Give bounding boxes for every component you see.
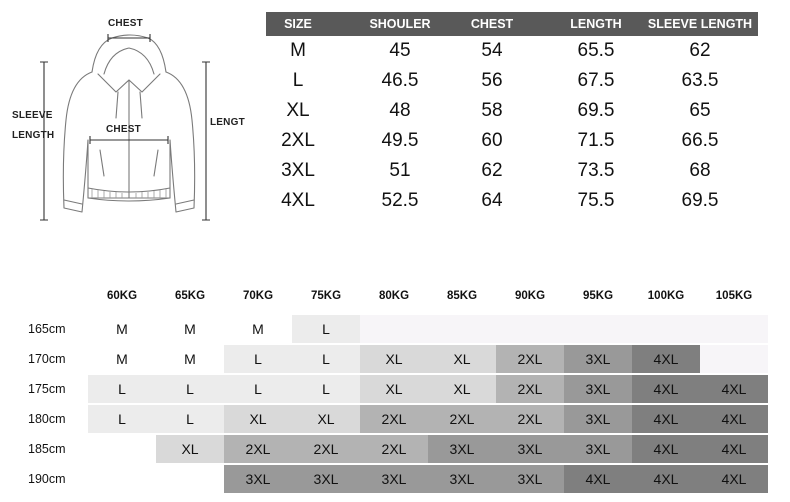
weight-header: 65KG bbox=[174, 290, 206, 302]
fit-cell: L bbox=[224, 345, 292, 373]
fit-cell: 3XL bbox=[224, 465, 292, 493]
size-cell-size: 4XL bbox=[281, 190, 315, 211]
fit-cell: 2XL bbox=[496, 405, 564, 433]
sleeve-label-line2: LENGTH bbox=[12, 130, 55, 141]
size-table-row bbox=[266, 96, 758, 126]
fit-cell: 4XL bbox=[632, 405, 700, 433]
fit-cell: 3XL bbox=[564, 345, 632, 373]
size-cell-chest: 58 bbox=[481, 100, 503, 121]
chest-label-top: CHEST bbox=[108, 18, 143, 29]
weight-header: 95KG bbox=[582, 290, 614, 302]
size-table-row bbox=[266, 66, 758, 96]
fit-cell: 3XL bbox=[564, 435, 632, 463]
fit-cell bbox=[632, 315, 700, 343]
fit-cell: M bbox=[224, 315, 292, 343]
fit-cell: 4XL bbox=[632, 435, 700, 463]
size-cell-length: 71.5 bbox=[577, 130, 615, 151]
fit-cell: 4XL bbox=[700, 465, 768, 493]
size-table-body bbox=[266, 36, 758, 216]
size-cell-sleeve-length: 65 bbox=[689, 100, 711, 121]
fit-cell: 2XL bbox=[428, 405, 496, 433]
weight-header: 75KG bbox=[310, 290, 342, 302]
fit-cell: L bbox=[292, 375, 360, 403]
fit-cell bbox=[88, 435, 156, 463]
size-cell-size: XL bbox=[286, 100, 310, 121]
fit-cell: XL bbox=[428, 345, 496, 373]
size-cell-chest: 56 bbox=[481, 70, 503, 91]
size-measurement-table bbox=[266, 12, 758, 216]
fit-cell: M bbox=[156, 315, 224, 343]
fit-cell: 3XL bbox=[360, 465, 428, 493]
height-header: 185cm bbox=[28, 442, 66, 456]
fit-cell: XL bbox=[224, 405, 292, 433]
fit-cell: L bbox=[292, 315, 360, 343]
size-table-row bbox=[266, 156, 758, 186]
fit-cell: 2XL bbox=[496, 375, 564, 403]
fit-cell: 3XL bbox=[496, 435, 564, 463]
fit-cell: M bbox=[156, 345, 224, 373]
size-cell-size: 2XL bbox=[281, 130, 315, 151]
fit-cell: L bbox=[156, 405, 224, 433]
fit-cell bbox=[700, 345, 768, 373]
fit-cell: M bbox=[88, 345, 156, 373]
header-sleeve-length: SLEEVE LENGTH bbox=[647, 17, 753, 31]
fit-cell bbox=[360, 315, 428, 343]
fit-cell: XL bbox=[428, 375, 496, 403]
height-header: 190cm bbox=[28, 472, 66, 486]
fit-cell: 2XL bbox=[224, 435, 292, 463]
fit-cell: 2XL bbox=[360, 435, 428, 463]
fit-cell: L bbox=[224, 375, 292, 403]
fit-cell bbox=[156, 465, 224, 493]
weight-header: 105KG bbox=[715, 290, 753, 302]
sleeve-label-line1: SLEEVE bbox=[12, 110, 53, 121]
fit-cell: 4XL bbox=[632, 465, 700, 493]
fit-cell bbox=[88, 465, 156, 493]
fit-cell: L bbox=[292, 345, 360, 373]
size-cell-length: 69.5 bbox=[577, 100, 615, 121]
fit-cell: XL bbox=[292, 405, 360, 433]
fit-cell: 4XL bbox=[700, 435, 768, 463]
header-chest: CHEST bbox=[470, 17, 514, 31]
height-header: 175cm bbox=[28, 382, 66, 396]
fit-cell: L bbox=[88, 405, 156, 433]
weight-header: 70KG bbox=[242, 290, 274, 302]
fit-cell: 2XL bbox=[292, 435, 360, 463]
size-cell-sleeve-length: 68 bbox=[689, 160, 711, 181]
size-cell-chest: 64 bbox=[481, 190, 503, 211]
fit-cell: 2XL bbox=[496, 345, 564, 373]
size-cell-shoulder: 52.5 bbox=[381, 190, 419, 211]
fit-cell: XL bbox=[156, 435, 224, 463]
size-table-row bbox=[266, 126, 758, 156]
height-header: 180cm bbox=[28, 412, 66, 426]
fit-cell: 3XL bbox=[564, 405, 632, 433]
fit-cell: 3XL bbox=[292, 465, 360, 493]
height-header: 165cm bbox=[28, 322, 66, 336]
fit-cell: 2XL bbox=[360, 405, 428, 433]
fit-cell: 3XL bbox=[564, 375, 632, 403]
fit-cell bbox=[564, 315, 632, 343]
fit-cell bbox=[496, 315, 564, 343]
fit-cell: 4XL bbox=[632, 375, 700, 403]
fit-cell bbox=[428, 315, 496, 343]
size-table-row bbox=[266, 186, 758, 216]
fit-cell: XL bbox=[360, 345, 428, 373]
size-cell-length: 73.5 bbox=[577, 160, 615, 181]
fit-cell: L bbox=[88, 375, 156, 403]
fit-cell: 3XL bbox=[428, 435, 496, 463]
size-cell-chest: 60 bbox=[481, 130, 503, 151]
size-cell-size: L bbox=[292, 70, 304, 91]
header-size: SIZE bbox=[284, 17, 312, 31]
size-cell-length: 75.5 bbox=[577, 190, 615, 211]
weight-header: 85KG bbox=[446, 290, 478, 302]
weight-header: 100KG bbox=[647, 290, 685, 302]
size-table-header bbox=[266, 12, 758, 36]
size-cell-shoulder: 51 bbox=[389, 160, 411, 181]
size-cell-sleeve-length: 69.5 bbox=[681, 190, 719, 211]
chest-label-middle: CHEST bbox=[106, 124, 141, 135]
size-cell-sleeve-length: 63.5 bbox=[681, 70, 719, 91]
header-shoulder: SHOULER bbox=[369, 17, 431, 31]
weight-header: 60KG bbox=[106, 290, 138, 302]
size-cell-shoulder: 46.5 bbox=[381, 70, 419, 91]
fit-cell: 4XL bbox=[632, 345, 700, 373]
size-cell-length: 67.5 bbox=[577, 70, 615, 91]
size-cell-shoulder: 48 bbox=[389, 100, 411, 121]
fit-cell: M bbox=[88, 315, 156, 343]
fit-cell: 4XL bbox=[700, 375, 768, 403]
header-length: LENGTH bbox=[570, 17, 622, 31]
fit-cell: 3XL bbox=[496, 465, 564, 493]
fit-cell: 3XL bbox=[428, 465, 496, 493]
height-header: 170cm bbox=[28, 352, 66, 366]
size-cell-size: 3XL bbox=[281, 160, 315, 181]
size-table-row bbox=[266, 36, 758, 66]
weight-header: 90KG bbox=[514, 290, 546, 302]
weight-header: 80KG bbox=[378, 290, 410, 302]
fit-cell: 4XL bbox=[564, 465, 632, 493]
size-cell-chest: 54 bbox=[481, 40, 503, 61]
size-cell-shoulder: 45 bbox=[389, 40, 411, 61]
fit-cell: XL bbox=[360, 375, 428, 403]
size-cell-sleeve-length: 66.5 bbox=[681, 130, 719, 151]
size-cell-length: 65.5 bbox=[577, 40, 615, 61]
size-cell-size: M bbox=[290, 40, 306, 61]
fit-cell: L bbox=[156, 375, 224, 403]
length-label: LENGT bbox=[210, 117, 245, 128]
fit-cell: 4XL bbox=[700, 405, 768, 433]
size-cell-chest: 62 bbox=[481, 160, 503, 181]
size-cell-sleeve-length: 62 bbox=[689, 40, 711, 61]
size-cell-shoulder: 49.5 bbox=[381, 130, 419, 151]
fit-cell bbox=[700, 315, 768, 343]
